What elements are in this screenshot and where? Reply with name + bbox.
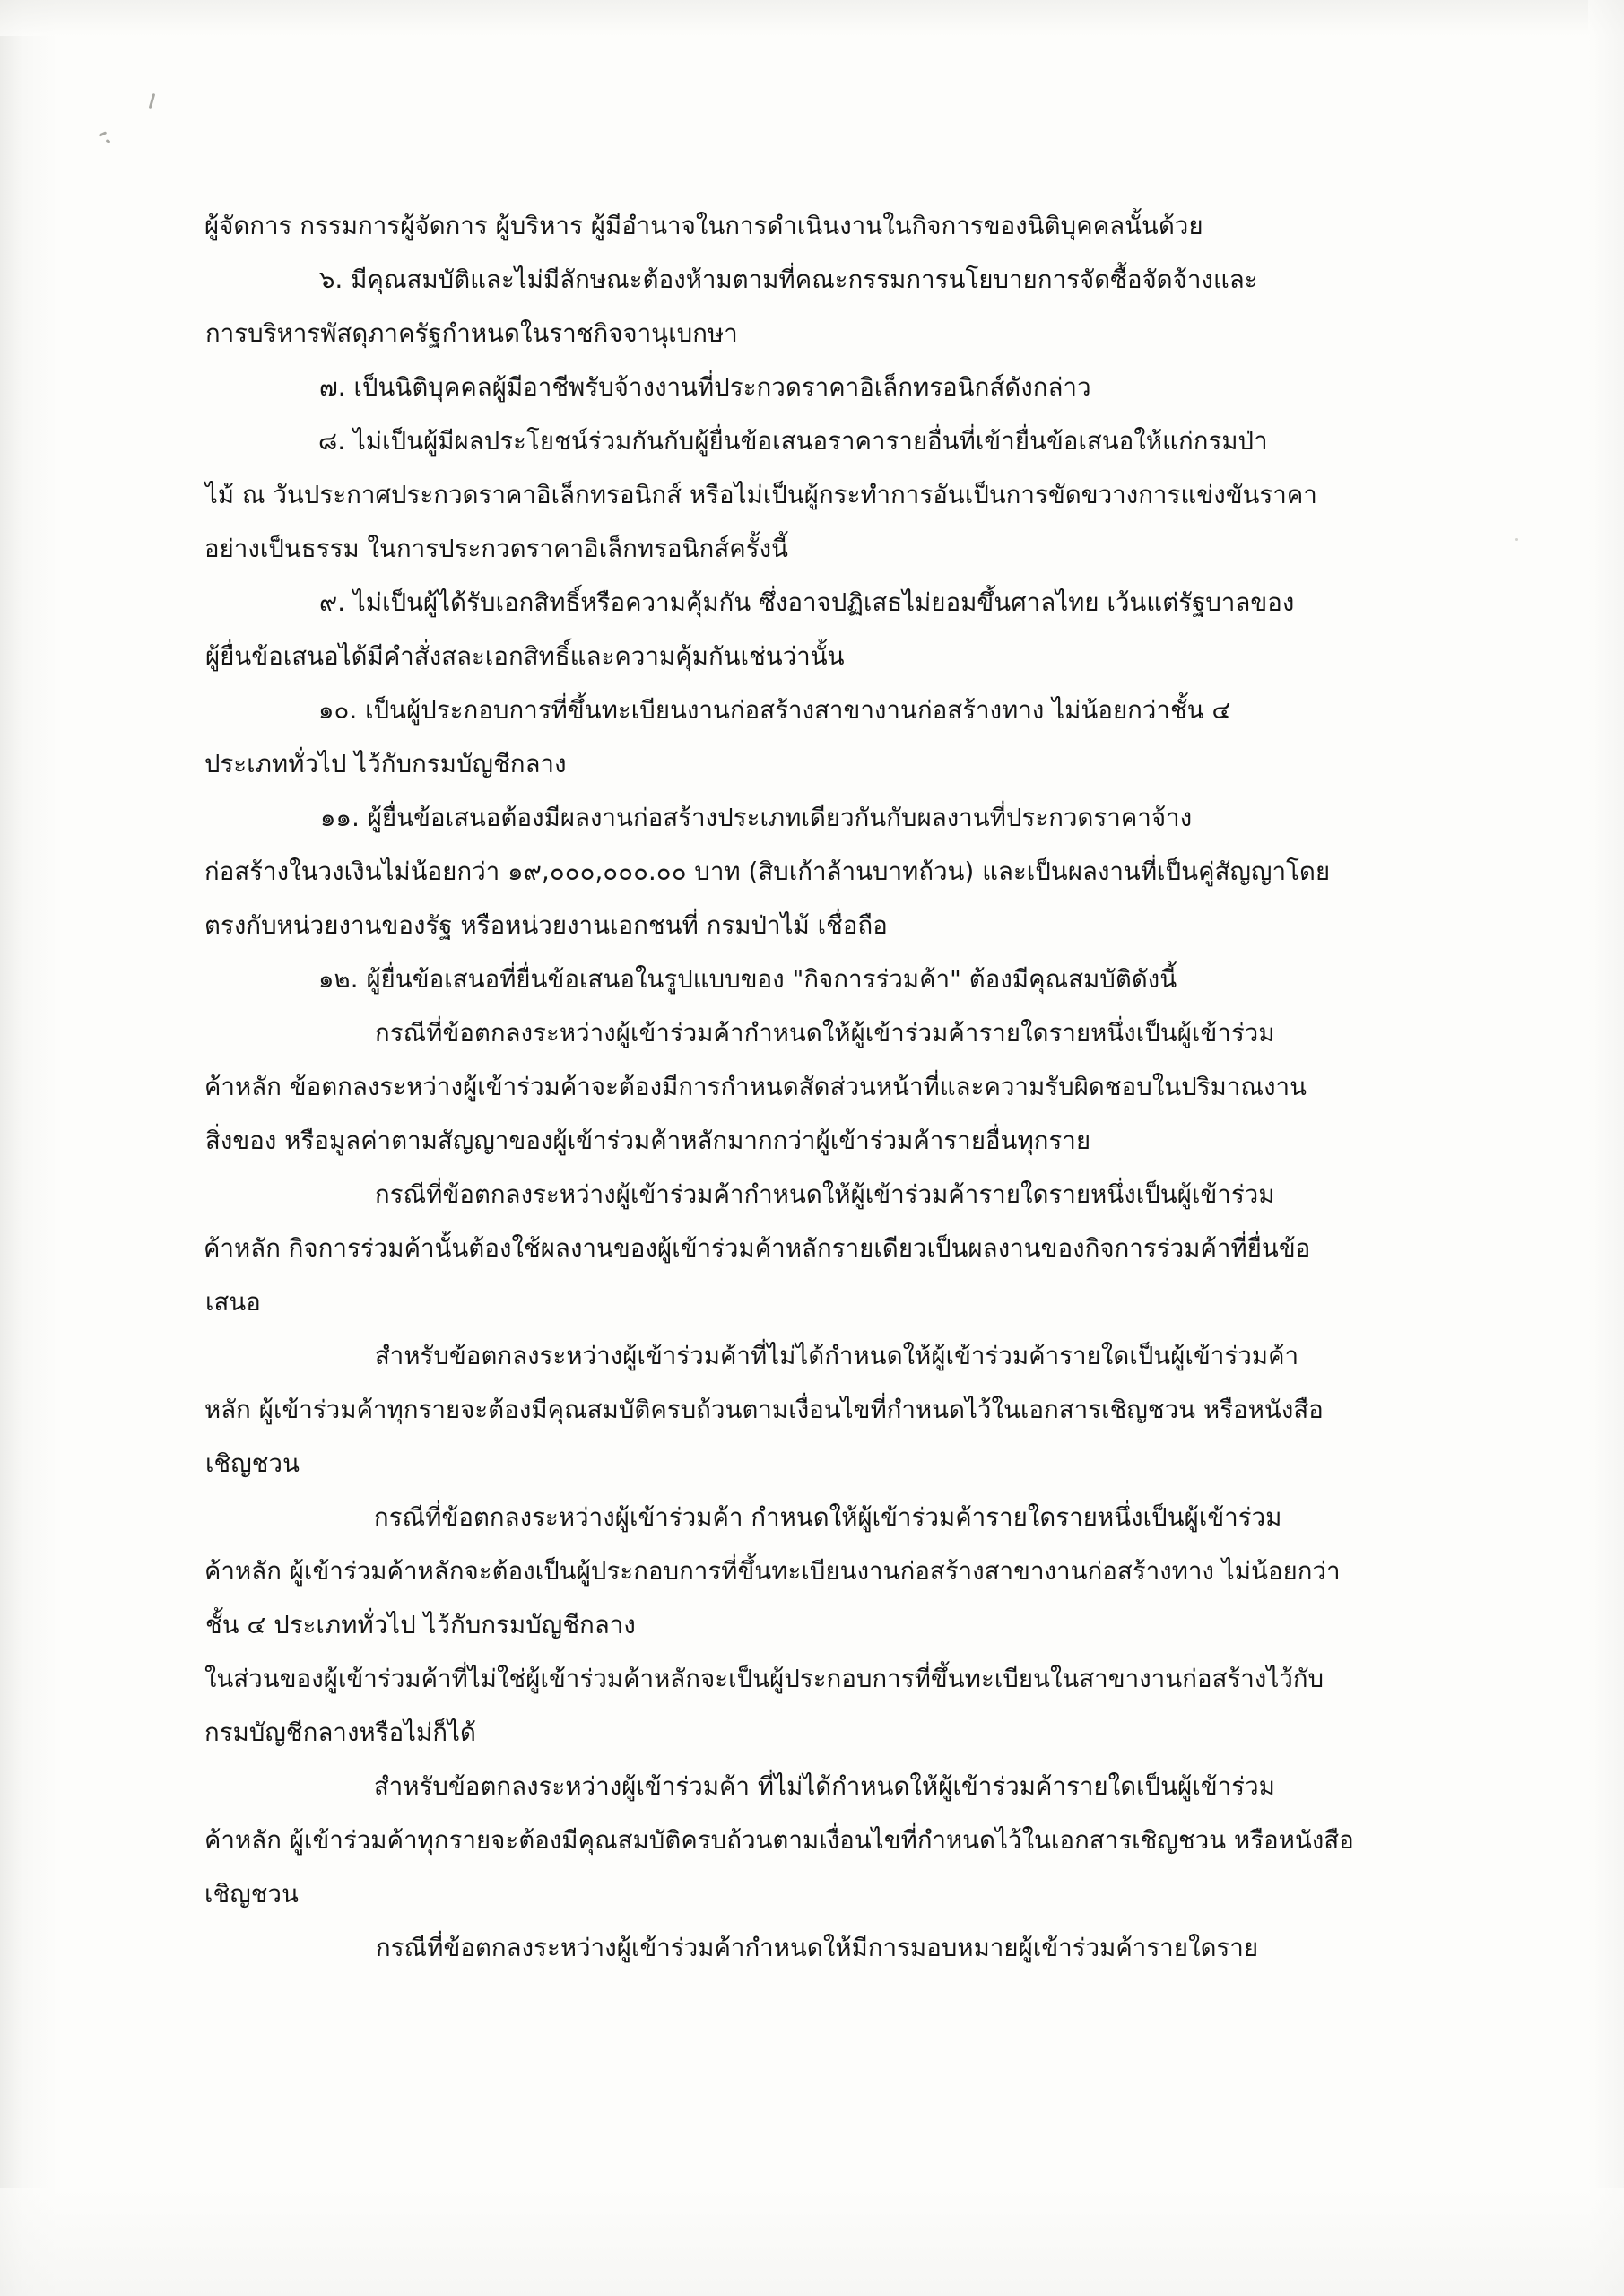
document-line: สิ่งของ หรือมูลค่าตามสัญญาของผู้เข้าร่วมค้าหลักมากกว่าผู้เข้าร่วมค้ารายอื่นทุกราย bbox=[205, 1126, 1091, 1155]
document-line: หลัก ผู้เข้าร่วมค้าทุกรายจะต้องมีคุณสมบัติครบถ้วนตามเงื่อนไขที่กำหนดไว้ในเอกสารเชิญชวน หรือหนังสือ bbox=[204, 1396, 1324, 1424]
document-line: ค้าหลัก กิจการร่วมค้านั้นต้องใช้ผลงานของผู้เข้าร่วมค้าหลักรายเดียวเป็นผลงานของกิจการร่วมค้าที่ยื่นข้อ bbox=[204, 1234, 1311, 1263]
scan-artifact-mark bbox=[106, 139, 111, 144]
document-line: ๙. ไม่เป็นผู้ได้รับเอกสิทธิ์หรือความคุ้มกัน ซึ่งอาจปฏิเสธไม่ยอมขึ้นศาลไทย เว้นแต่รัฐบาลของ bbox=[319, 588, 1295, 617]
document-line: สำหรับข้อตกลงระหว่างผู้เข้าร่วมค้า ที่ไม่ได้กำหนดให้ผู้เข้าร่วมค้ารายใดเป็นผู้เข้าร่วม bbox=[374, 1772, 1275, 1801]
document-line: ๑๑. ผู้ยื่นข้อเสนอต้องมีผลงานก่อสร้างประเภทเดียวกันกับผลงานที่ประกวดราคาจ้าง bbox=[320, 804, 1193, 832]
scan-shadow-top bbox=[0, 0, 1624, 36]
document-line: ค้าหลัก ผู้เข้าร่วมค้าทุกรายจะต้องมีคุณสมบัติครบถ้วนตามเงื่อนไขที่กำหนดไว้ในเอกสารเชิญชวน หรือหนังสือ bbox=[204, 1826, 1354, 1855]
document-line: สำหรับข้อตกลงระหว่างผู้เข้าร่วมค้าที่ไม่ได้กำหนดให้ผู้เข้าร่วมค้ารายใดเป็นผู้เข้าร่วมค้า bbox=[375, 1342, 1299, 1370]
scan-shadow-bottom bbox=[0, 2188, 1624, 2296]
document-line: กรณีที่ข้อตกลงระหว่างผู้เข้าร่วมค้า กำหนดให้ผู้เข้าร่วมค้ารายใดรายหนึ่งเป็นผู้เข้าร่วม bbox=[374, 1503, 1282, 1532]
document-line: เชิญชวน bbox=[205, 1449, 300, 1478]
document-line: ผู้จัดการ กรรมการผู้จัดการ ผู้บริหาร ผู้มีอำนาจในการดำเนินงานในกิจการของนิติบุคคลนั้นด้วย bbox=[204, 212, 1203, 240]
document-line: เสนอ bbox=[205, 1288, 261, 1317]
document-line: ชั้น ๔ ประเภททั่วไป ไว้กับกรมบัญชีกลาง bbox=[205, 1611, 636, 1639]
document-line: ตรงกับหน่วยงานของรัฐ หรือหน่วยงานเอกชนที่ กรมป่าไม้ เชื่อถือ bbox=[204, 911, 888, 940]
document-line: กรมบัญชีกลางหรือไม่ก็ได้ bbox=[204, 1718, 476, 1747]
document-line: การบริหารพัสดุภาครัฐกำหนดในราชกิจจานุเบกษา bbox=[205, 319, 738, 348]
document-line: อย่างเป็นธรรม ในการประกวดราคาอิเล็กทรอนิกส์ครั้งนี้ bbox=[204, 535, 788, 563]
scan-shadow-left bbox=[0, 0, 57, 2296]
scan-artifact-mark bbox=[99, 131, 107, 136]
document-line: ๑๒. ผู้ยื่นข้อเสนอที่ยื่นข้อเสนอในรูปแบบของ "กิจการร่วมค้า" ต้องมีคุณสมบัติดังนี้ bbox=[318, 965, 1177, 994]
document-text-body bbox=[204, 199, 1417, 1975]
document-line: ประเภททั่วไป ไว้กับกรมบัญชีกลาง bbox=[204, 750, 567, 778]
document-line: ก่อสร้างในวงเงินไม่น้อยกว่า ๑๙,๐๐๐,๐๐๐.๐๐ บาท (สิบเก้าล้านบาทถ้วน) และเป็นผลงานที่เป็นคู่สัญญาโดย bbox=[204, 857, 1331, 886]
scan-artifact-mark bbox=[149, 93, 156, 109]
document-line: กรณีที่ข้อตกลงระหว่างผู้เข้าร่วมค้ากำหนดให้ผู้เข้าร่วมค้ารายใดรายหนึ่งเป็นผู้เข้าร่วม bbox=[375, 1019, 1275, 1048]
document-line: ไม้ ณ วันประกาศประกวดราคาอิเล็กทรอนิกส์ หรือไม่เป็นผู้กระทำการอันเป็นการขัดขวางการแข่งขันราคา bbox=[205, 481, 1317, 509]
document-line: ๗. เป็นนิติบุคคลผู้มีอาชีพรับจ้างงานที่ประกวดราคาอิเล็กทรอนิกส์ดังกล่าว bbox=[319, 373, 1091, 402]
document-line: ในส่วนของผู้เข้าร่วมค้าที่ไม่ใช่ผู้เข้าร่วมค้าหลักจะเป็นผู้ประกอบการที่ขึ้นทะเบียนในสาขางานก่อสร้างไว้กับ bbox=[204, 1665, 1324, 1693]
document-line: เชิญชวน bbox=[204, 1880, 300, 1909]
document-line: กรณีที่ข้อตกลงระหว่างผู้เข้าร่วมค้ากำหนดให้มีการมอบหมายผู้เข้าร่วมค้ารายใดราย bbox=[376, 1934, 1259, 1962]
document-line: ผู้ยื่นข้อเสนอได้มีคำสั่งสละเอกสิทธิ์และความคุ้มกันเช่นว่านั้น bbox=[205, 642, 845, 671]
scan-shadow-right bbox=[1588, 0, 1624, 2296]
document-line: ๑๐. เป็นผู้ประกอบการที่ขึ้นทะเบียนงานก่อสร้างสาขางานก่อสร้างทาง ไม่น้อยกว่าชั้น ๔ bbox=[318, 696, 1231, 725]
document-line: ๘. ไม่เป็นผู้มีผลประโยชน์ร่วมกันกับผู้ยื่นข้อเสนอราคารายอื่นที่เข้ายื่นข้อเสนอให้แก่กรมป่า bbox=[318, 427, 1268, 456]
document-line: ค้าหลัก ผู้เข้าร่วมค้าหลักจะต้องเป็นผู้ประกอบการที่ขึ้นทะเบียนงานก่อสร้างสาขางานก่อสร้างทาง ไม่น้อยกว่า bbox=[204, 1557, 1341, 1586]
document-line: ๖. มีคุณสมบัติและไม่มีลักษณะต้องห้ามตามที่คณะกรรมการนโยบายการจัดซื้อจัดจ้างและ bbox=[319, 265, 1258, 294]
document-line: ค้าหลัก ข้อตกลงระหว่างผู้เข้าร่วมค้าจะต้องมีการกำหนดสัดส่วนหน้าที่และความรับผิดชอบในปริมาณงาน bbox=[204, 1073, 1307, 1101]
scan-artifact-mark bbox=[1515, 538, 1518, 541]
document-line: กรณีที่ข้อตกลงระหว่างผู้เข้าร่วมค้ากำหนดให้ผู้เข้าร่วมค้ารายใดรายหนึ่งเป็นผู้เข้าร่วม bbox=[375, 1180, 1275, 1209]
